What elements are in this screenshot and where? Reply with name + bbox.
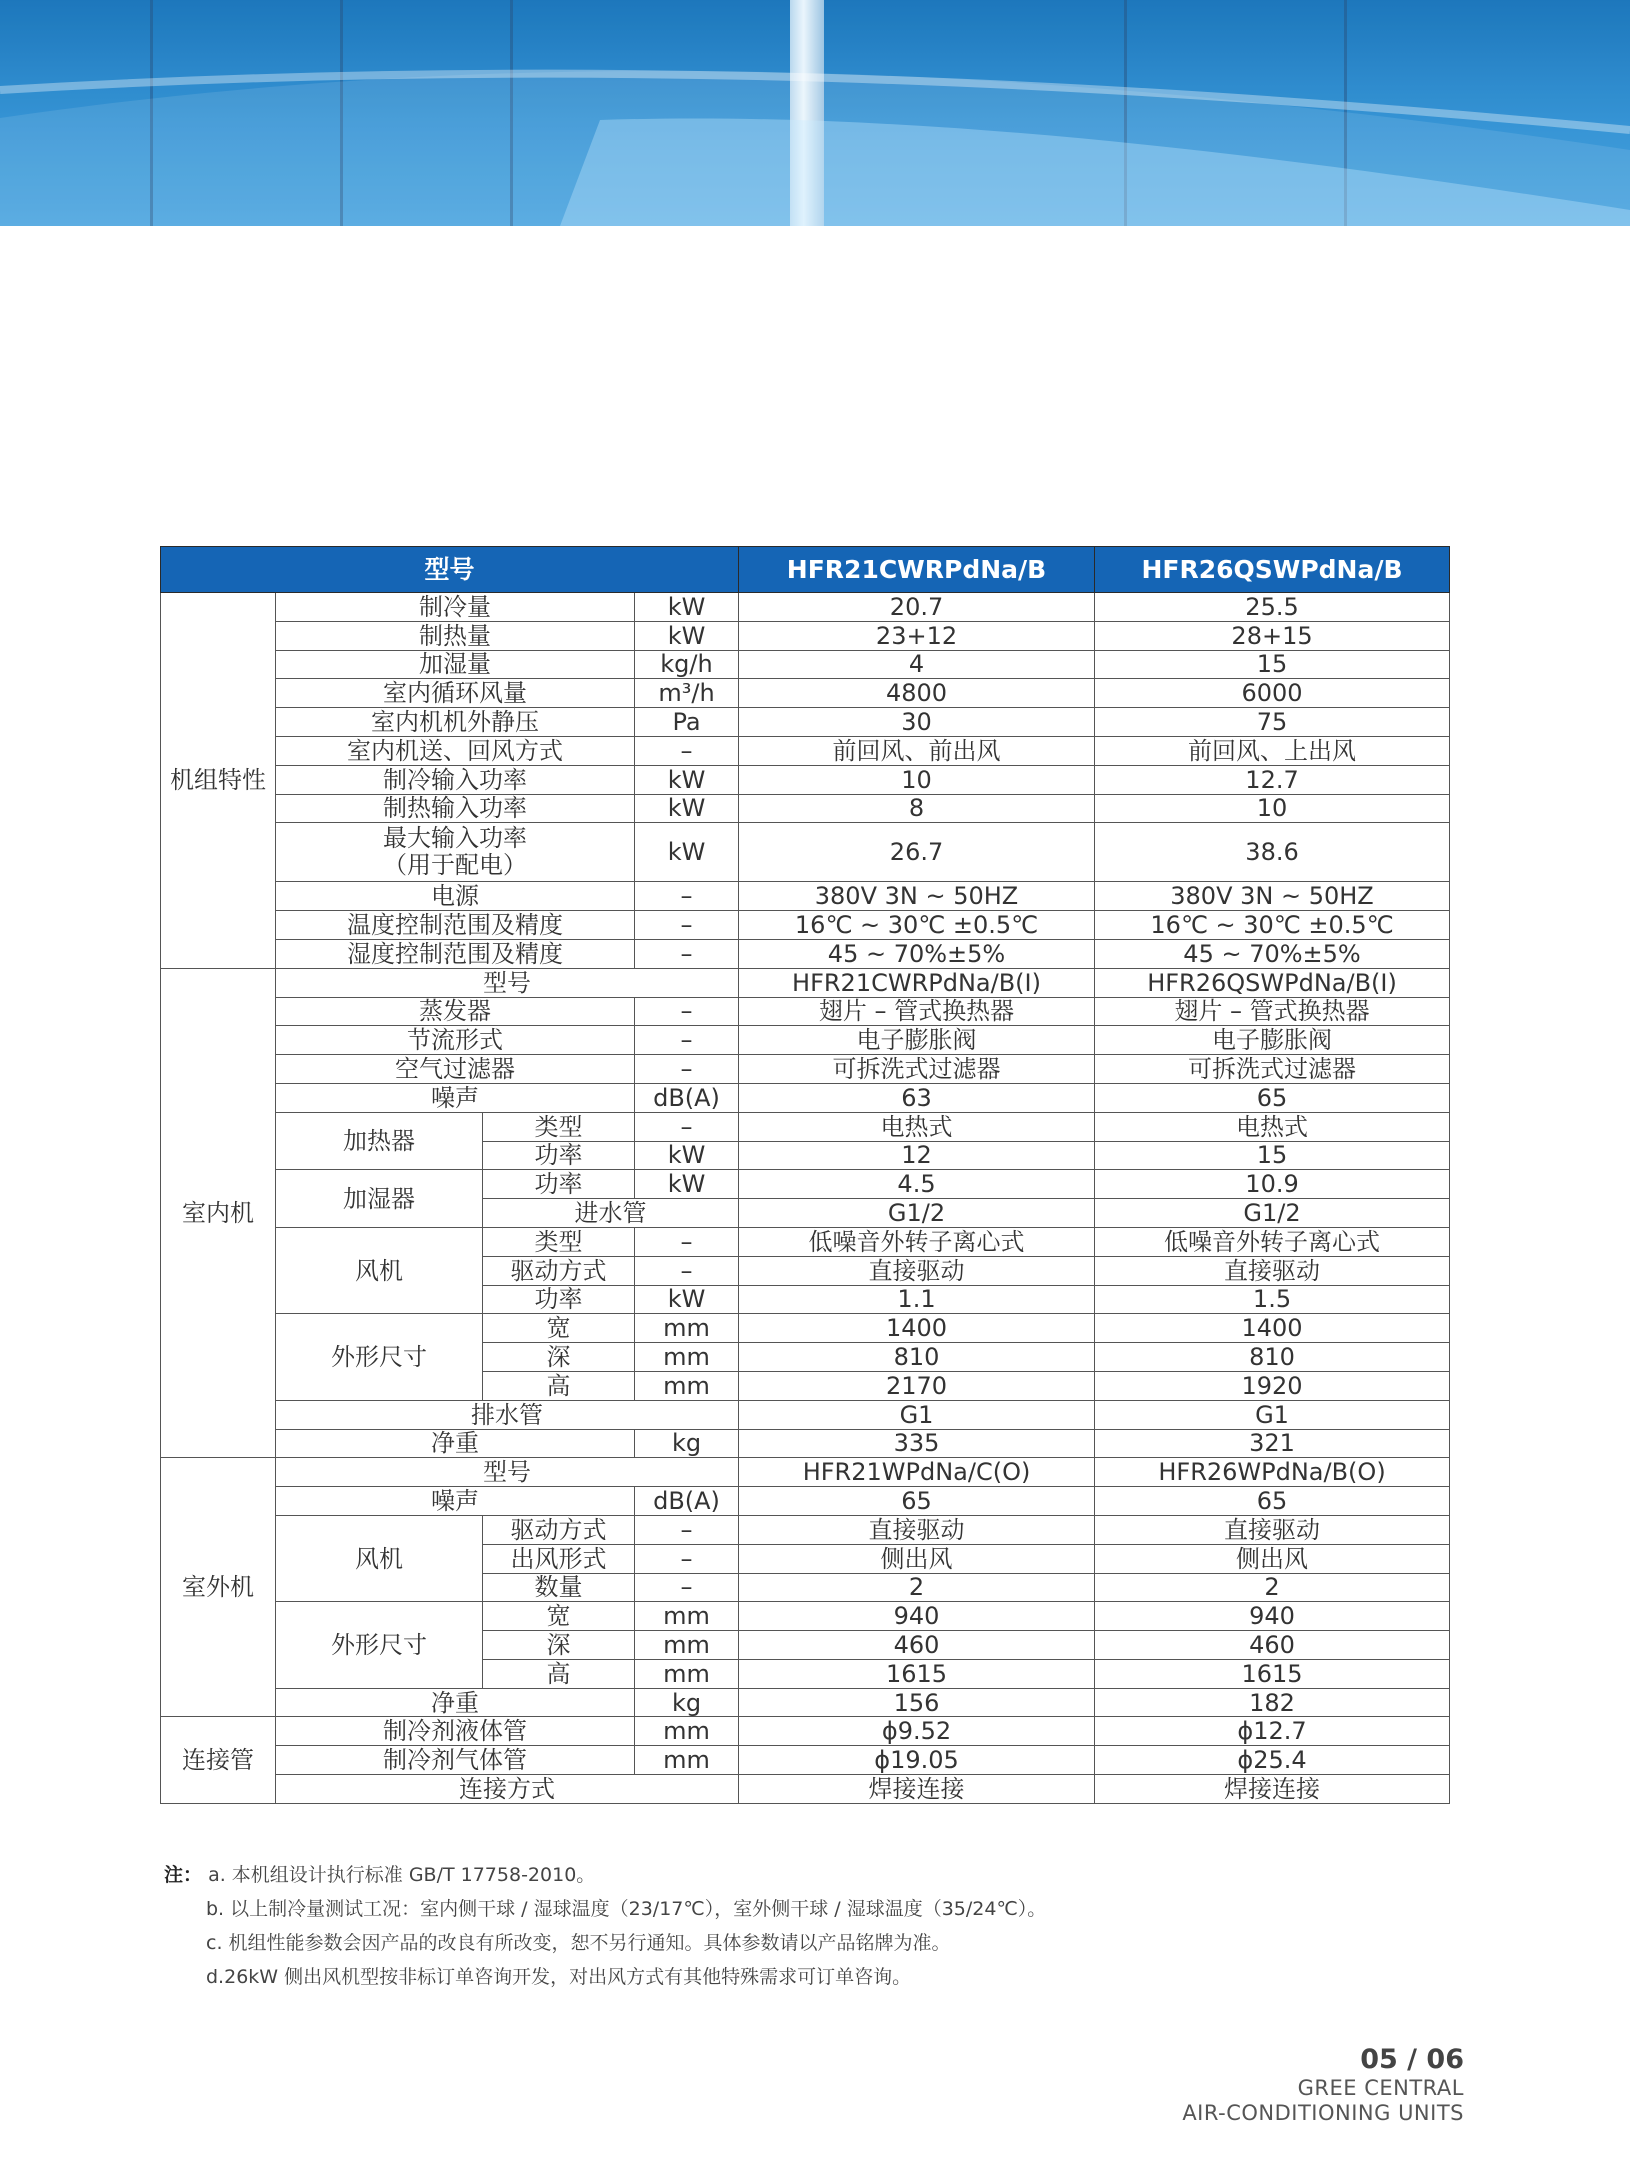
row-unit: mm	[635, 1314, 739, 1343]
row-label: 制冷剂液体管	[276, 1717, 635, 1746]
row-value-a: 直接驱动	[739, 1256, 1095, 1285]
row-value-a: 4800	[739, 679, 1095, 708]
row-unit: kW	[635, 765, 739, 794]
row-value-b: 1400	[1095, 1314, 1450, 1343]
row-label: 高	[483, 1659, 635, 1688]
row-value-a: ϕ9.52	[739, 1717, 1095, 1746]
row-label: 制冷剂气体管	[276, 1746, 635, 1775]
note-a	[164, 1858, 1046, 1892]
table-row	[161, 1112, 1450, 1141]
row-value-b: 1920	[1095, 1371, 1450, 1400]
row-unit: mm	[635, 1371, 739, 1400]
row-label: 制冷量	[276, 593, 635, 622]
row-label: 制热输入功率	[276, 794, 635, 823]
table-row	[161, 1775, 1450, 1804]
row-value-b: 侧出风	[1095, 1544, 1450, 1573]
row-value-b: 直接驱动	[1095, 1515, 1450, 1544]
row-unit: –	[635, 939, 739, 968]
row-value-a: 低噪音外转子离心式	[739, 1227, 1095, 1256]
subgroup-fan-label: 风机	[276, 1515, 483, 1601]
row-value-b: 电热式	[1095, 1112, 1450, 1141]
row-label: 净重	[276, 1429, 635, 1458]
row-unit: Pa	[635, 708, 739, 737]
row-value-b: 65	[1095, 1083, 1450, 1112]
table-row	[161, 911, 1450, 940]
table-row	[161, 1487, 1450, 1516]
row-label: 电源	[276, 882, 635, 911]
table-row	[161, 823, 1450, 882]
row-label: 高	[483, 1371, 635, 1400]
row-unit: m³/h	[635, 679, 739, 708]
header-model-a: HFR21CWRPdNa/B	[739, 547, 1095, 593]
row-value-b: 6000	[1095, 679, 1450, 708]
note-c: c. 机组性能参数会因产品的改良有所改变，恕不另行通知。具体参数请以产品铭牌为准。	[206, 1932, 951, 1954]
table-row	[161, 679, 1450, 708]
row-label: 加湿量	[276, 650, 635, 679]
row-value-a: 2	[739, 1573, 1095, 1602]
note-b: b. 以上制冷量测试工况：室内侧干球 / 湿球温度（23/17℃），室外侧干球 / 湿球温度（35/24℃）。	[206, 1898, 1047, 1920]
row-value-a: 1.1	[739, 1285, 1095, 1314]
row-value-b: G1	[1095, 1400, 1450, 1429]
row-value-b: 75	[1095, 708, 1450, 737]
note-d: d.26kW 侧出风机型按非标订单咨询开发，对出风方式有其他特殊需求可订单咨询。	[206, 1966, 912, 1988]
notes-block	[164, 1858, 1046, 1994]
header-model-label: 型号	[161, 547, 739, 593]
row-unit: –	[635, 1227, 739, 1256]
spec-table	[160, 546, 1450, 1804]
row-unit: mm	[635, 1659, 739, 1688]
row-label	[276, 823, 635, 882]
row-value-b: 25.5	[1095, 593, 1450, 622]
row-value-a: 10	[739, 765, 1095, 794]
table-row	[161, 1314, 1450, 1343]
table-row	[161, 1400, 1450, 1429]
row-unit: –	[635, 1112, 739, 1141]
row-value-a: 26.7	[739, 823, 1095, 882]
row-value-b: G1/2	[1095, 1199, 1450, 1228]
row-value-a: 直接驱动	[739, 1515, 1095, 1544]
header-model-b: HFR26QSWPdNa/B	[1095, 547, 1450, 593]
row-value-a: 焊接连接	[739, 1775, 1095, 1804]
row-unit: mm	[635, 1631, 739, 1660]
row-value-b: 15	[1095, 650, 1450, 679]
row-unit: –	[635, 911, 739, 940]
row-label: 蒸发器	[276, 997, 635, 1026]
row-value-a: HFR21CWRPdNa/B(I)	[739, 968, 1095, 997]
row-value-b: HFR26QSWPdNa/B(I)	[1095, 968, 1450, 997]
row-value-a: 可拆洗式过滤器	[739, 1055, 1095, 1084]
row-value-b: 2	[1095, 1573, 1450, 1602]
row-value-b: 前回风、上出风	[1095, 736, 1450, 765]
table-row	[161, 593, 1450, 622]
page-footer	[1182, 2044, 1464, 2126]
row-value-b: ϕ12.7	[1095, 1717, 1450, 1746]
table-row	[161, 1026, 1450, 1055]
row-value-b: 38.6	[1095, 823, 1450, 882]
row-unit: mm	[635, 1717, 739, 1746]
table-row	[161, 939, 1450, 968]
table-row	[161, 1717, 1450, 1746]
table-row	[161, 621, 1450, 650]
row-value-a: 380V 3N ~ 50HZ	[739, 882, 1095, 911]
row-unit: kW	[635, 593, 739, 622]
table-row	[161, 1227, 1450, 1256]
table-row	[161, 1746, 1450, 1775]
row-value-a: 12	[739, 1141, 1095, 1170]
row-value-a: 45 ~ 70%±5%	[739, 939, 1095, 968]
row-value-b: 15	[1095, 1141, 1450, 1170]
row-value-a: G1	[739, 1400, 1095, 1429]
row-value-a: 16℃ ~ 30℃ ±0.5℃	[739, 911, 1095, 940]
row-value-b: 940	[1095, 1602, 1450, 1631]
row-value-b: 1.5	[1095, 1285, 1450, 1314]
row-unit: kW	[635, 1141, 739, 1170]
subgroup-dims-label: 外形尺寸	[276, 1314, 483, 1400]
table-row	[161, 1083, 1450, 1112]
row-label: 室内循环风量	[276, 679, 635, 708]
row-unit: kW	[635, 1285, 739, 1314]
row-value-b: 翅片 – 管式换热器	[1095, 997, 1450, 1026]
row-value-b: 65	[1095, 1487, 1450, 1516]
table-row	[161, 1688, 1450, 1717]
table-row	[161, 736, 1450, 765]
row-unit: mm	[635, 1746, 739, 1775]
row-label: 制热量	[276, 621, 635, 650]
row-value-a: 65	[739, 1487, 1095, 1516]
row-unit: –	[635, 736, 739, 765]
row-label: 空气过滤器	[276, 1055, 635, 1084]
row-unit: kg	[635, 1688, 739, 1717]
row-value-b: 28+15	[1095, 621, 1450, 650]
row-value-b: ϕ25.4	[1095, 1746, 1450, 1775]
group-outdoor-label: 室外机	[161, 1458, 276, 1717]
subgroup-fan-label: 风机	[276, 1227, 483, 1313]
row-unit: –	[635, 1026, 739, 1055]
row-unit: –	[635, 1515, 739, 1544]
row-unit: mm	[635, 1343, 739, 1372]
row-label-line1: 最大输入功率	[383, 823, 527, 852]
row-label: 室内机送、回风方式	[276, 736, 635, 765]
row-unit: –	[635, 1256, 739, 1285]
row-unit: kW	[635, 794, 739, 823]
row-label: 室内机机外静压	[276, 708, 635, 737]
subgroup-heater-label: 加热器	[276, 1112, 483, 1170]
row-value-a: 810	[739, 1343, 1095, 1372]
row-value-a: 23+12	[739, 621, 1095, 650]
row-value-b: 810	[1095, 1343, 1450, 1372]
row-value-b: 321	[1095, 1429, 1450, 1458]
table-row	[161, 968, 1450, 997]
row-value-a: 20.7	[739, 593, 1095, 622]
row-value-b: 16℃ ~ 30℃ ±0.5℃	[1095, 911, 1450, 940]
row-value-b: 直接驱动	[1095, 1256, 1450, 1285]
row-label: 类型	[483, 1227, 635, 1256]
table-row	[161, 997, 1450, 1026]
row-label: 驱动方式	[483, 1256, 635, 1285]
row-unit: kg	[635, 1429, 739, 1458]
row-label: 制冷输入功率	[276, 765, 635, 794]
row-label-line2: （用于配电）	[383, 851, 527, 880]
row-value-a: 电热式	[739, 1112, 1095, 1141]
row-value-a: G1/2	[739, 1199, 1095, 1228]
row-unit: kW	[635, 621, 739, 650]
row-value-b: 焊接连接	[1095, 1775, 1450, 1804]
row-label: 功率	[483, 1285, 635, 1314]
row-value-b: 低噪音外转子离心式	[1095, 1227, 1450, 1256]
row-label: 连接方式	[276, 1775, 739, 1804]
row-unit: dB(A)	[635, 1487, 739, 1516]
group-unit-label: 机组特性	[161, 593, 276, 969]
row-value-a: 2170	[739, 1371, 1095, 1400]
table-row	[161, 1515, 1450, 1544]
row-label: 排水管	[276, 1400, 739, 1429]
table-row	[161, 1429, 1450, 1458]
row-label: 宽	[483, 1314, 635, 1343]
subgroup-humidifier-label: 加湿器	[276, 1170, 483, 1228]
row-value-a: 1400	[739, 1314, 1095, 1343]
subgroup-dims-label: 外形尺寸	[276, 1602, 483, 1688]
row-value-b: HFR26WPdNa/B(O)	[1095, 1458, 1450, 1487]
row-label: 驱动方式	[483, 1515, 635, 1544]
notes-label: 注：	[164, 1864, 203, 1886]
row-value-a: 940	[739, 1602, 1095, 1631]
row-value-b: 12.7	[1095, 765, 1450, 794]
group-indoor-label: 室内机	[161, 968, 276, 1458]
header-banner-image	[0, 0, 1630, 226]
row-unit: mm	[635, 1602, 739, 1631]
row-value-b: 1615	[1095, 1659, 1450, 1688]
page-number: 05 / 06	[1360, 2044, 1464, 2075]
note-a-text: a. 本机组设计执行标准 GB/T 17758-2010。	[208, 1864, 596, 1886]
row-value-a: 30	[739, 708, 1095, 737]
row-value-b: 380V 3N ~ 50HZ	[1095, 882, 1450, 911]
row-value-b: 可拆洗式过滤器	[1095, 1055, 1450, 1084]
row-label: 出风形式	[483, 1544, 635, 1573]
row-value-a: 电子膨胀阀	[739, 1026, 1095, 1055]
table-row	[161, 708, 1450, 737]
table-row	[161, 882, 1450, 911]
row-value-a: 1615	[739, 1659, 1095, 1688]
row-value-a: 翅片 – 管式换热器	[739, 997, 1095, 1026]
row-value-a: 63	[739, 1083, 1095, 1112]
row-label: 湿度控制范围及精度	[276, 939, 635, 968]
table-row	[161, 765, 1450, 794]
brand-line-2: AIR-CONDITIONING UNITS	[1182, 2101, 1464, 2125]
table-row	[161, 794, 1450, 823]
table-row	[161, 1602, 1450, 1631]
row-unit: kg/h	[635, 650, 739, 679]
row-unit: –	[635, 1573, 739, 1602]
table-row	[161, 1055, 1450, 1084]
row-label: 型号	[276, 1458, 739, 1487]
table-header-row	[161, 547, 1450, 593]
row-label: 进水管	[483, 1199, 739, 1228]
row-unit: kW	[635, 1170, 739, 1199]
row-unit: –	[635, 997, 739, 1026]
row-unit: dB(A)	[635, 1083, 739, 1112]
row-value-a: 侧出风	[739, 1544, 1095, 1573]
row-value-a: 4.5	[739, 1170, 1095, 1199]
row-label: 温度控制范围及精度	[276, 911, 635, 940]
row-value-b: 45 ~ 70%±5%	[1095, 939, 1450, 968]
row-value-b: 10	[1095, 794, 1450, 823]
row-label: 类型	[483, 1112, 635, 1141]
row-unit: –	[635, 1055, 739, 1084]
row-label: 净重	[276, 1688, 635, 1717]
row-value-a: 前回风、前出风	[739, 736, 1095, 765]
row-value-b: 460	[1095, 1631, 1450, 1660]
row-label: 节流形式	[276, 1026, 635, 1055]
row-value-b: 电子膨胀阀	[1095, 1026, 1450, 1055]
row-unit: –	[635, 1544, 739, 1573]
row-label: 噪声	[276, 1487, 635, 1516]
row-label: 功率	[483, 1170, 635, 1199]
row-unit: –	[635, 882, 739, 911]
row-label: 噪声	[276, 1083, 635, 1112]
table-row	[161, 1170, 1450, 1199]
group-pipe-label: 连接管	[161, 1717, 276, 1803]
row-label: 宽	[483, 1602, 635, 1631]
row-value-a: 8	[739, 794, 1095, 823]
row-label: 深	[483, 1343, 635, 1372]
brand-line-1: GREE CENTRAL	[1297, 2076, 1464, 2100]
row-value-a: 335	[739, 1429, 1095, 1458]
row-value-a: ϕ19.05	[739, 1746, 1095, 1775]
row-value-b: 182	[1095, 1688, 1450, 1717]
row-label: 型号	[276, 968, 739, 997]
row-value-b: 10.9	[1095, 1170, 1450, 1199]
banner-light-sweep	[0, 0, 1630, 226]
row-label: 深	[483, 1631, 635, 1660]
row-value-a: 156	[739, 1688, 1095, 1717]
table-row	[161, 650, 1450, 679]
row-value-a: HFR21WPdNa/C(O)	[739, 1458, 1095, 1487]
table-row	[161, 1458, 1450, 1487]
row-unit: kW	[635, 823, 739, 882]
row-label: 数量	[483, 1573, 635, 1602]
row-value-a: 460	[739, 1631, 1095, 1660]
row-value-a: 4	[739, 650, 1095, 679]
row-label: 功率	[483, 1141, 635, 1170]
